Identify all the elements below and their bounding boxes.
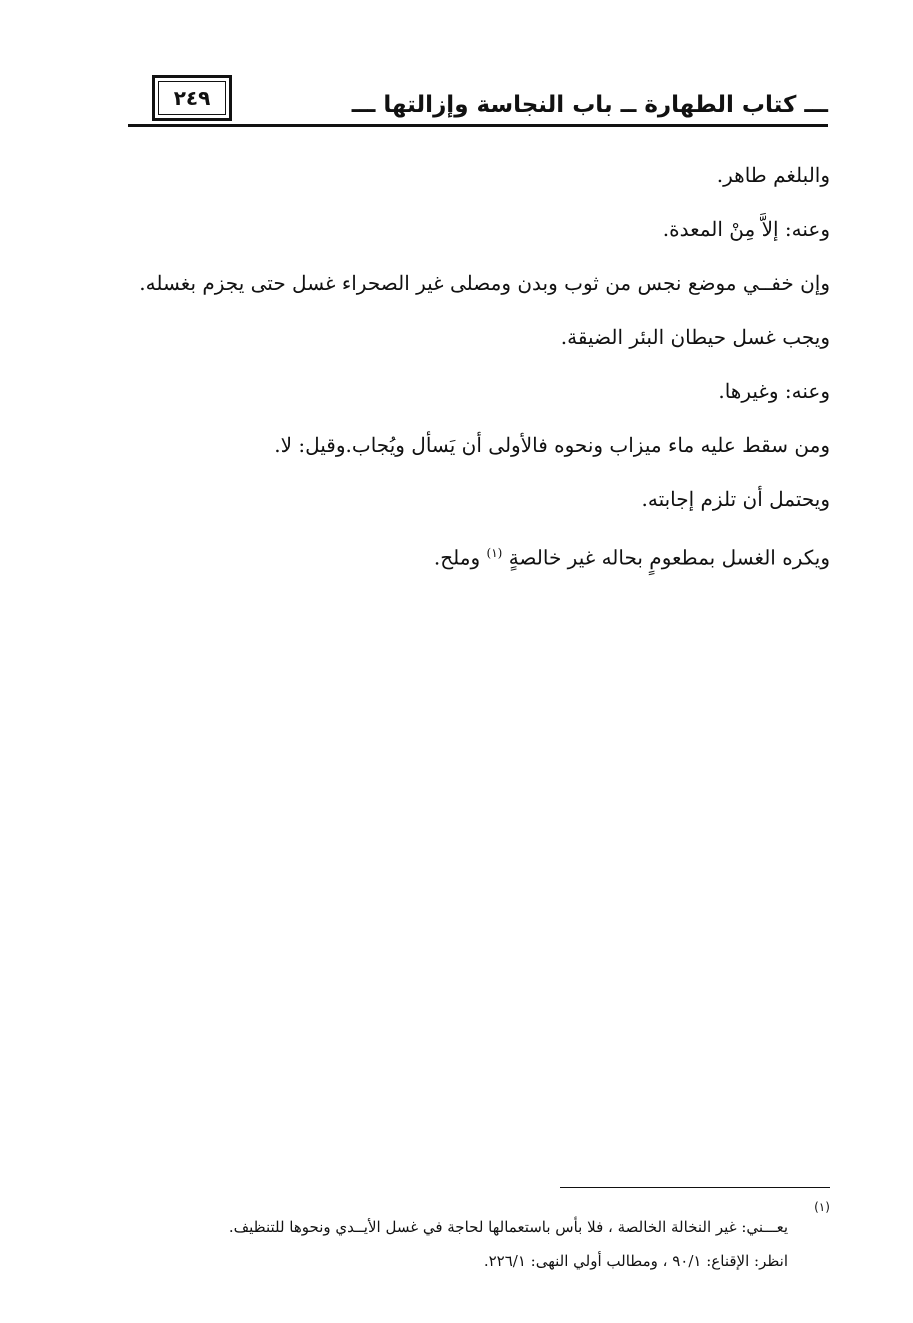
paragraph-with-footnote [120,526,830,585]
page-number-frame [152,75,232,121]
running-header-title: ـــ كتاب الطهارة ــ باب النجاسة وإزالتها ـــ [351,92,828,118]
paragraph: وعنه: وغيرها. [718,379,830,403]
footnote-reference: (١) [486,546,503,560]
paragraph: ومن سقط عليه ماء ميزاب ونحوه فالأولى أن يَسأل ويُجاب.وقيل: لا. [274,433,830,457]
footnote [128,1210,788,1278]
footnote-separator [560,1187,830,1188]
paragraph: والبلغم طاهر. [716,163,830,187]
paragraph-text-before-ref: ويكره الغسل بمطعومٍ بحاله غير خالصةٍ [508,545,830,570]
paragraph: وإن خفــي موضع نجس من ثوب وبدن ومصلى غير الصحراء غسل حتى يجزم بغسله. [139,271,830,295]
paragraph: ويجب غسل حيطان البئر الضيقة. [560,325,830,349]
paragraph-text-after-ref: وملح. [433,545,481,570]
footnote-marker: (١) [814,1200,830,1214]
footnote-line: انظر: الإقناع: ٩٠/١ ، ومطالب أولي النهى: ٢٢٦/١. [483,1252,788,1270]
paragraph: وعنه: إلاَّ مِنْ المعدة. [662,217,830,241]
header-rule [128,124,828,127]
footnote-line: يعـــني: غير النخالة الخالصة ، فلا بأس باستعمالها لحاجة في غسل الأيــدي ونحوها للتنظيف. [228,1218,788,1236]
main-text [120,148,830,585]
paragraph: ويحتمل أن تلزم إجابته. [641,487,830,511]
page-number: ٢٤٩ [158,81,226,115]
